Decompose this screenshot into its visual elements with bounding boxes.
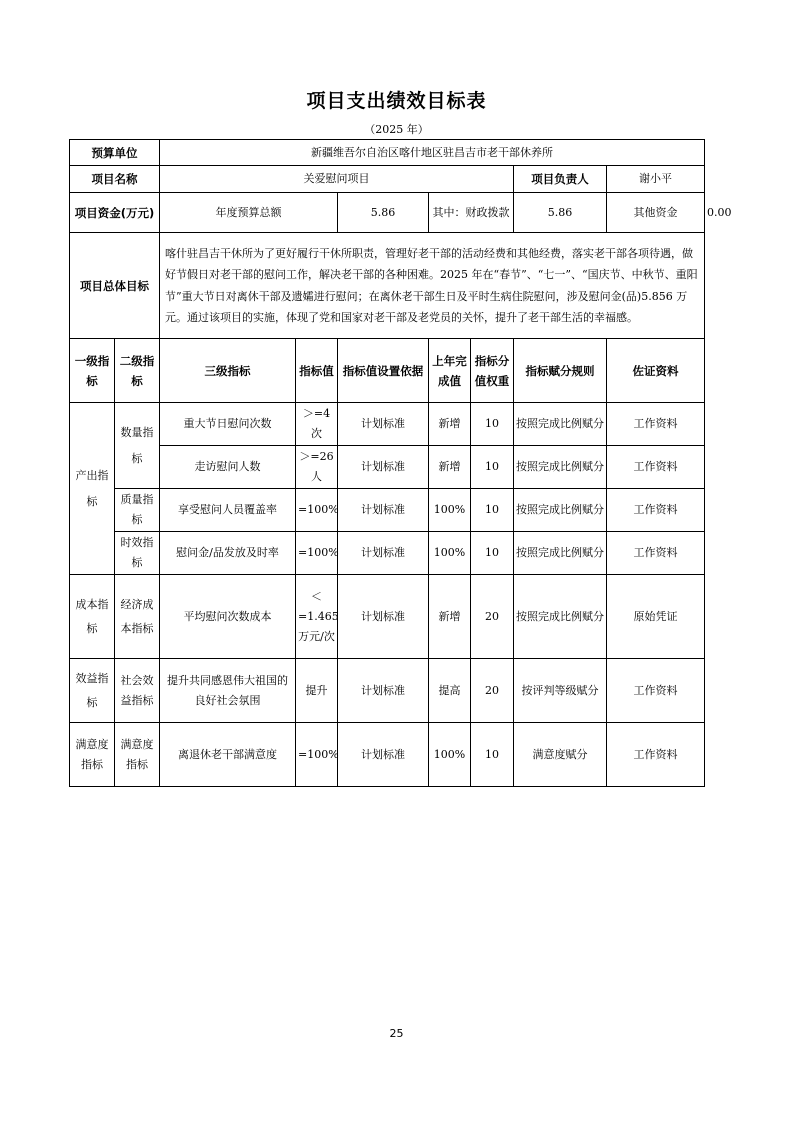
header-evidence: 佐证资料 bbox=[607, 339, 705, 403]
funds-label: 项目资金(万元) bbox=[70, 193, 160, 233]
indicator-weight: 10 bbox=[471, 489, 514, 532]
annual-total-label: 年度预算总额 bbox=[160, 193, 338, 233]
indicator-last-year: 100% bbox=[429, 723, 471, 787]
indicator-evidence: 工作资料 bbox=[607, 446, 705, 489]
indicator-weight: 10 bbox=[471, 532, 514, 575]
project-name-value: 关爱慰问项目 bbox=[160, 166, 514, 193]
indicator-last-year: 新增 bbox=[429, 403, 471, 446]
header-level2: 二级指标 bbox=[115, 339, 160, 403]
indicator-evidence: 工作资料 bbox=[607, 489, 705, 532]
table-row bbox=[70, 659, 705, 723]
indicator-basis: 计划标准 bbox=[338, 446, 429, 489]
header-basis: 指标值设置依据 bbox=[338, 339, 429, 403]
page-number: 25 bbox=[389, 1027, 404, 1040]
indicator-value: =100% bbox=[296, 489, 338, 532]
indicator-last-year: 新增 bbox=[429, 446, 471, 489]
indicator-evidence: 工作资料 bbox=[607, 403, 705, 446]
header-value: 指标值 bbox=[296, 339, 338, 403]
indicator-evidence: 工作资料 bbox=[607, 532, 705, 575]
indicator-basis: 计划标准 bbox=[338, 659, 429, 723]
indicator-value: ＜=1.465万元/次 bbox=[296, 575, 338, 659]
header-level3: 三级指标 bbox=[160, 339, 296, 403]
indicator-rule: 按照完成比例赋分 bbox=[514, 446, 607, 489]
other-label: 其他资金 bbox=[607, 193, 705, 233]
indicator-weight: 10 bbox=[471, 723, 514, 787]
indicator-name: 平均慰问次数成本 bbox=[160, 575, 296, 659]
page-title: 项目支出绩效目标表 bbox=[306, 90, 487, 112]
group-social-benefit: 社会效益指标 bbox=[115, 659, 160, 723]
header-rule: 指标赋分规则 bbox=[514, 339, 607, 403]
indicator-value: =100% bbox=[296, 723, 338, 787]
fiscal-value: 5.86 bbox=[514, 193, 607, 233]
indicator-evidence: 原始凭证 bbox=[607, 575, 705, 659]
indicator-rule: 按照完成比例赋分 bbox=[514, 575, 607, 659]
table-row bbox=[70, 446, 705, 489]
indicator-weight: 20 bbox=[471, 575, 514, 659]
indicator-evidence: 工作资料 bbox=[607, 659, 705, 723]
group-satisfaction: 满意度指标 bbox=[70, 723, 115, 787]
group-benefit: 效益指标 bbox=[70, 659, 115, 723]
table-row bbox=[70, 532, 705, 575]
indicator-value: ＞=4次 bbox=[296, 403, 338, 446]
owner-value: 谢小平 bbox=[607, 166, 705, 193]
indicator-value: =100% bbox=[296, 532, 338, 575]
unit-value: 新疆维吾尔自治区喀什地区驻昌吉市老干部休养所 bbox=[160, 140, 705, 166]
indicator-rule: 按照完成比例赋分 bbox=[514, 403, 607, 446]
group-economic-cost: 经济成本指标 bbox=[115, 575, 160, 659]
indicator-evidence: 工作资料 bbox=[607, 723, 705, 787]
indicator-name: 慰问金/品发放及时率 bbox=[160, 532, 296, 575]
indicator-value: 提升 bbox=[296, 659, 338, 723]
group-quality: 质量指标 bbox=[115, 489, 160, 532]
indicator-weight: 10 bbox=[471, 446, 514, 489]
indicator-weight: 10 bbox=[471, 403, 514, 446]
indicator-last-year: 提高 bbox=[429, 659, 471, 723]
indicator-basis: 计划标准 bbox=[338, 723, 429, 787]
group-timeliness: 时效指标 bbox=[115, 532, 160, 575]
fiscal-label: 其中：财政拨款 bbox=[429, 193, 514, 233]
owner-label: 项目负责人 bbox=[514, 166, 607, 193]
indicator-basis: 计划标准 bbox=[338, 403, 429, 446]
annual-total-value: 5.86 bbox=[338, 193, 429, 233]
indicator-last-year: 新增 bbox=[429, 575, 471, 659]
project-name-label: 项目名称 bbox=[70, 166, 160, 193]
indicator-rule: 满意度赋分 bbox=[514, 723, 607, 787]
header-weight: 指标分值权重 bbox=[471, 339, 514, 403]
goal-text: 喀什驻昌吉干休所为了更好履行干休所职责，管理好老干部的活动经费和其他经费，落实老干部各项待遇，做好节假日对老干部的慰问工作，解决老干部的各种困难。2025 年在“春节”、“七一”、“国庆节、中秋节、重阳节”重大节日对离休干部及遗孀进行慰问；在离休老干部生日及平时生病住院慰问，涉及慰问金(品)5.856 万元。通过该项目的实施，体现了党和国家对老干部及老党员的关怀，提升了老干部生活的幸福感。 bbox=[160, 233, 705, 339]
group-satisfaction-sub: 满意度指标 bbox=[115, 723, 160, 787]
table-row bbox=[70, 489, 705, 532]
indicator-name: 重大节日慰问次数 bbox=[160, 403, 296, 446]
table-row bbox=[70, 575, 705, 659]
indicator-name: 走访慰问人数 bbox=[160, 446, 296, 489]
indicator-basis: 计划标准 bbox=[338, 575, 429, 659]
group-output: 产出指标 bbox=[70, 403, 115, 575]
indicator-rule: 按照完成比例赋分 bbox=[514, 532, 607, 575]
goal-label: 项目总体目标 bbox=[70, 233, 160, 339]
indicator-basis: 计划标准 bbox=[338, 489, 429, 532]
table-row bbox=[70, 403, 705, 446]
performance-table: 预算单位 新疆维吾尔自治区喀什地区驻昌吉市老干部休养所 项目名称 关爱慰问项目 项目负责人 谢小平 项目资金(万元) 年度预算总额 5.86 其中：财政拨款 5.86 其他资金 0.00 项目总体目标 喀什驻昌吉干休所为了更好履行干休所职责，管理好老干部的活动经费和其他经费，落实老干部各项待遇，做好节假日对老干部的慰问工作，解决老干部的各种困难。2025 年在“春节”、“七一”、“国庆节、中秋节、重阳节”重大节日对离休干部及遗孀进行慰问；在离休老干部生日及平时生病住院慰问，涉及慰问金(品)5.856 万元。通过该项目的实施，体现了党和国家对老干部及老党员的关怀，提升了老干部生活的幸福感。 一级指标 二级指标 三级指标 指标值 指标值设置依据 上年完成值 指标分值权重 指标赋分规则 佐证资料 产出指标 数量指标 重大节日慰问次数 ＞=4次 计划标准 新增 10 按照完成比例赋分 工作资料 走访慰问人数 ＞=26人 计划标准 新增 10 按照完成比例赋分 工作资料 质量指标 享受慰问人员覆盖率 =100% 计划标准 100% 10 按照完成比例赋分 工作资料 时效指标 慰问金/品发放及时率 =100% 计划标准 100% 10 按照完成比例赋分 工作资料 成本指标 经济成本指标 平均慰问次数成本 ＜=1.465万元/次 计划标准 新增 20 按照完成比例赋分 原始凭证 效益指标 社会效益指标 提升共同感恩伟大祖国的良好社会氛围 提升 计划标准 提高 20 按评判等级赋分 工作资料 满意度指标 满意度指标 离退休老干部满意度 =100% 计划标准 100% 10 满意度赋分 工作资料 bbox=[69, 139, 705, 787]
indicator-name: 离退休老干部满意度 bbox=[160, 723, 296, 787]
table-row bbox=[70, 723, 705, 787]
group-cost: 成本指标 bbox=[70, 575, 115, 659]
indicator-name: 提升共同感恩伟大祖国的良好社会氛围 bbox=[160, 659, 296, 723]
year-label: （2025 年） bbox=[364, 123, 429, 136]
indicator-value: ＞=26人 bbox=[296, 446, 338, 489]
unit-label: 预算单位 bbox=[70, 140, 160, 166]
indicator-last-year: 100% bbox=[429, 489, 471, 532]
indicator-basis: 计划标准 bbox=[338, 532, 429, 575]
header-level1: 一级指标 bbox=[70, 339, 115, 403]
indicator-weight: 20 bbox=[471, 659, 514, 723]
indicator-last-year: 100% bbox=[429, 532, 471, 575]
header-last-year: 上年完成值 bbox=[429, 339, 471, 403]
indicator-rule: 按照完成比例赋分 bbox=[514, 489, 607, 532]
indicator-name: 享受慰问人员覆盖率 bbox=[160, 489, 296, 532]
group-quantity: 数量指标 bbox=[115, 403, 160, 489]
indicator-rule: 按评判等级赋分 bbox=[514, 659, 607, 723]
